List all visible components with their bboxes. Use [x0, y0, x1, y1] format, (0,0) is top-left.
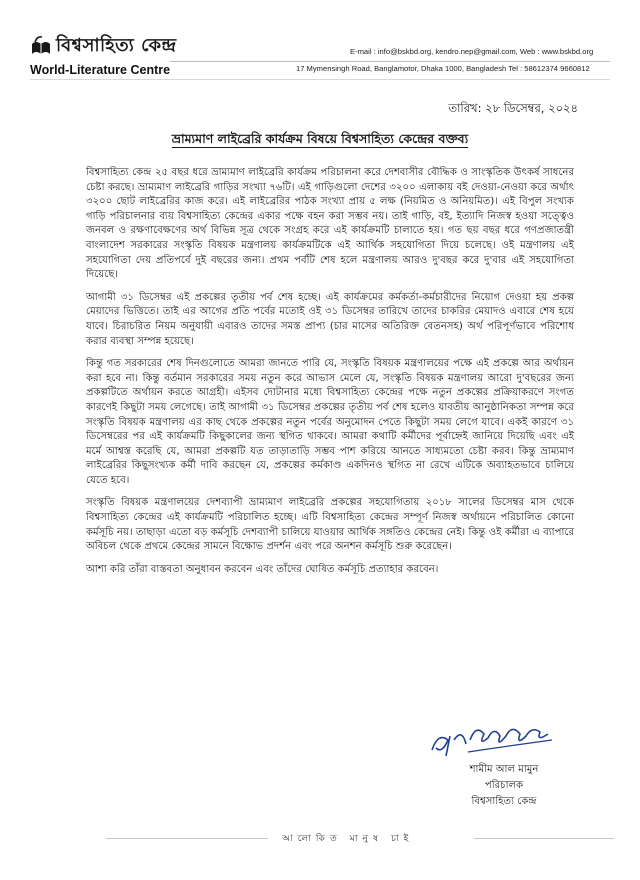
- footer-rule-right: [474, 838, 614, 839]
- signatory-designation: পরিচালক: [484, 780, 524, 791]
- signatory-block: [444, 762, 564, 810]
- org-name-english: World-Literature Centre: [30, 63, 171, 77]
- footer-rule-left: [106, 838, 268, 839]
- letter-date: তারিখ: ২৮ ডিসেম্বর, ২০২৪: [448, 101, 578, 115]
- handwritten-signature: [428, 710, 558, 762]
- body-paragraph: আগামী ৩১ ডিসেম্বর এই প্রকল্পের তৃতীয় পর্ব শেষ হচ্ছে। এই কার্যক্রমের কর্মকর্তা-কর্মচারীদের নিয়োগ দেওয়া হয় প্রকল্প মেয়াদের ভিত্তিতে। তাই এর আগের প্রতি পর্বের মতোই ওই ৩১ ডিসেম্বর তারিখে তাদের চাকরির মেয়াদও এবারে শেষ হয়ে যাবে। চিরাচরিত নিয়ম অনুযায়ী এবারও তাদের সমস্ত প্রাপ্য (চার মাসের অতিরিক্ত বেতনসহ) অর্থ পরিপূর্ণভাবে পরিশোধ করার ব্যবস্থা সম্পন্ন হয়েছে।: [86, 291, 574, 347]
- body-paragraph: কিন্তু গত সরকারের শেষ দিনগুলোতে আমরা জানতে পারি যে, সংস্কৃতি বিষয়ক মন্ত্রণালয়ের পক্ষে এই প্রকল্পে আর অর্থায়ন করা হবে না। কিন্তু বর্তমান সরকারের সময় নতুন করে আভাস মেলে যে, সংস্কৃতি বিষয়ক মন্ত্রণালয় আরো দু'বছরের জন্য প্রকল্পটিতে অর্থায়ন করতে আগ্রহী। এইসব দোটানার মধ্যে বিশ্বসাহিত্য কেন্দ্রের পক্ষে নতুন প্রকল্পের প্রক্রিয়াকরণে সংগত কারণেই কিছুটা সময় লেগেছে। তাই আগামী ৩১ ডিসেম্বর প্রকল্পের তৃতীয় পর্ব শেষ হলেও যাবতীয় আনুষ্ঠানিকতা সম্পন্ন করে সংস্কৃতি বিষয়ক মন্ত্রণালয় এর কাছ থেকে প্রকল্পের নতুন পর্বের অনুমোদন পেতে কিছুটা সময় লেগে যাবে। একই কারণে ৩১ ডিসেম্বরের পর এই কার্যক্রমটি কিছুকালের জন্য স্থগিত থাকবে। আমরা কথাটি কর্মীদের পূর্বাহ্নেই জানিয়ে দিয়েছি এবং এই মর্মে আশ্বস্ত করেছি যে, আমরা প্রকল্পটি যত তাড়াতাড়ি সম্ভব পাশ করিয়ে আনতে সাধ্যমতো চেষ্টা করব। কিন্তু ভ্রাম্যমাণ লাইব্রেরির কিছুসংখ্যক কর্মী দাবি করছেন যে, প্রকল্পের কর্মকাণ্ড একদিনও স্থগিত না রেখে এটিকে অব্যাহতভাবে চালিয়ে যেতে হবে।: [86, 358, 574, 486]
- organization-logo: [30, 34, 177, 56]
- letterhead-divider: [30, 79, 610, 80]
- header-divider: [170, 61, 610, 62]
- body-paragraph: আশা করি তাঁরা বাস্তবতা অনুধাবন করবেন এবং তাঁদের ঘোষিত কর্মসূচি প্রত্যাহার করবেন।: [86, 563, 439, 575]
- letter-title-text: ভ্রাম্যমাণ লাইব্রেরি কার্যক্রম বিষয়ে বিশ্বসাহিত্য কেন্দ্রের বক্তব্য: [171, 131, 469, 146]
- body-paragraph: সংস্কৃতি বিষয়ক মন্ত্রণালয়ের দেশব্যাপী ভ্রাম্যমাণ লাইব্রেরি প্রকল্পের সহযোগিতায় ২০১৮ সালের ডিসেম্বর মাস থেকে বিশ্বসাহিত্য কেন্দ্রের এই কার্যক্রমটি পরিচালিত হচ্ছে। এটি বিশ্বসাহিত্য কেন্দ্রের সম্পূর্ণ নিজস্ব অর্থায়নে পরিচালিত কোনো কর্মসূচি নয়। তাছাড়া এতো বড় কর্মসূচি দেশব্যাপী চালিয়ে যাওয়ার আর্থিক সঙ্গতিও কেন্দ্রের নেই। কিন্তু ওই কর্মীরা এ ব্যাপারে অবিচল থেকে প্রথমে কেন্দ্রের সামনে বিক্ষোভ প্রদর্শন এবং পরে অনশন কর্মসূচি শুরু করেছেন।: [86, 497, 574, 553]
- letter-body: [86, 166, 574, 585]
- postal-address: 17 Mymensingh Road, Banglamotor, Dhaka 1000, Bangladesh Tel : 58612374 9660812: [296, 64, 590, 73]
- signatory-organization: বিশ্বসাহিত্য কেন্দ্র: [471, 796, 537, 807]
- contact-info: E-mail : info@bskbd.org, kendro.nep@gmail.com, Web : www.bskbd.org: [350, 47, 594, 56]
- body-paragraph: বিশ্বসাহিত্য কেন্দ্র ২৫ বছর ধরে ভ্রাম্যমাণ লাইব্রেরি কার্যক্রম পরিচালনা করে দেশবাসীর বৌদ্ধিক ও সাংস্কৃতিক উৎকর্ষ সাধনের চেষ্টা করছে। ভ্রাম্যমাণ লাইব্রেরি গাড়ির সংখ্যা ৭৬টি। এই গাড়িগুলো দেশের ৩২০০ এলাকায় বই দেওয়া-নেওয়া করে অর্থাৎ ৩২০০ ছোট লাইব্রেরির কাজ করে। এই লাইব্রেরির পাঠক সংখ্যা প্রায় ৫ লক্ষ (নিয়মিত ও অনিয়মিত)। এই বিপুল সংখ্যক গাড়ি পরিচালনার ব্যয় বিশ্বসাহিত্য কেন্দ্রের একার পক্ষে বহন করা সম্ভব নয়। তাই গাড়ি, বই, ইত্যাদি নিজস্ব হওয়া সত্ত্বেও জনবল ও রক্ষণাবেক্ষণের অর্থ বিভিন্ন সূত্র থেকে সংগ্রহ করে এই কার্যক্রমটি চালাতে হয়। গত ছয় বছর ধরে গণপ্রজাতন্ত্রী বাংলাদেশ সরকারের সংস্কৃতি বিষয়ক মন্ত্রণালয় কার্যক্রমটিকে এই আর্থিক সহযোগিতা দিয়ে চলেছে। ওই মন্ত্রণালয় এই সহযোগিতা দেয় প্রতিপর্বে দুই বছরের জন্য। প্রথম পর্বটি শেষ হলে মন্ত্রণালয় আরও দু'বছর করে দু'বার এই সহযোগিতা দিয়েছে।: [86, 167, 574, 281]
- book-logo-icon: [30, 34, 52, 56]
- logo-text: বিশ্বসাহিত্য কেন্দ্র: [56, 35, 177, 56]
- footer-slogan: আলোকিত মানুষ চাই: [282, 833, 414, 844]
- letter-title: [0, 131, 640, 151]
- signatory-name: শামীম আল মামুন: [469, 764, 539, 775]
